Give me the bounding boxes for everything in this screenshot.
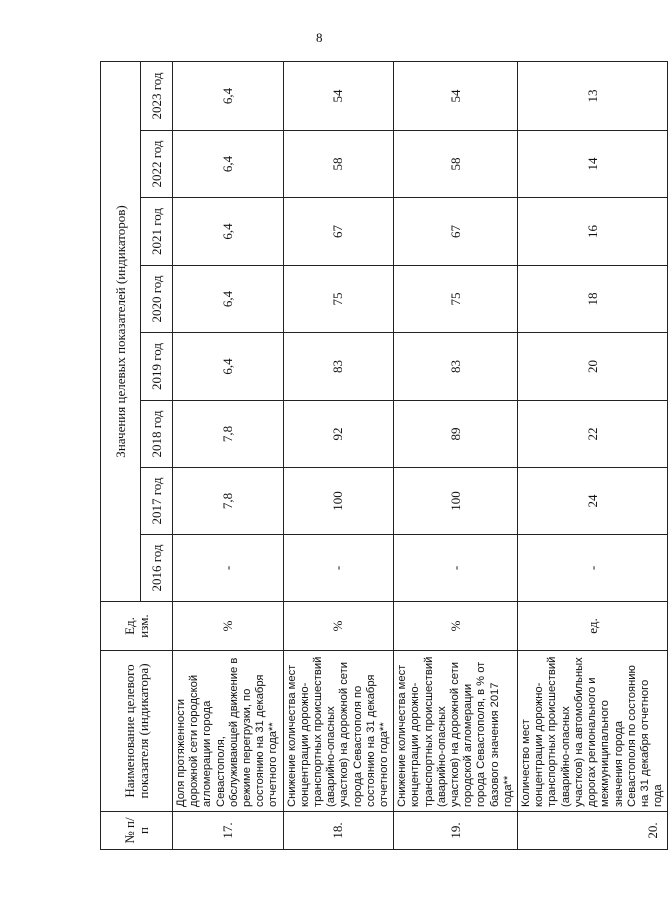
col-header-values-group: Значения целевых показателей (индикаторов)	[101, 61, 141, 601]
value-cell: 54	[283, 61, 394, 130]
year-header: 2023 год	[141, 61, 173, 130]
unit-cell: %	[173, 602, 284, 651]
value-cell: 58	[394, 131, 518, 198]
value-cell: 6,4	[173, 131, 284, 198]
indicator-name: Снижение количества мест концентрации дорожно-транспортных происшествий (аварийно-опасных участков) на дорожной сети города Севастополя по состоянию на 31 декабря отчетного года**	[283, 651, 394, 812]
value-cell: 6,4	[173, 333, 284, 401]
header-row-1	[101, 61, 141, 849]
unit-cell: %	[394, 602, 518, 651]
year-header: 2022 год	[141, 131, 173, 198]
value-cell: 67	[283, 198, 394, 266]
value-cell: 24	[518, 468, 668, 535]
value-cell: 100	[283, 468, 394, 535]
value-cell: 13	[518, 61, 668, 130]
value-cell: 7,8	[173, 401, 284, 468]
value-cell: -	[518, 535, 668, 602]
value-cell: -	[283, 535, 394, 602]
value-cell: 54	[394, 61, 518, 130]
value-cell: 67	[394, 198, 518, 266]
year-header: 2018 год	[141, 401, 173, 468]
value-cell: 92	[283, 401, 394, 468]
indicators-table	[100, 61, 668, 850]
page-number: 8	[316, 30, 323, 45]
unit-cell: ед.	[518, 602, 668, 651]
value-cell: 100	[394, 468, 518, 535]
value-cell: 6,4	[173, 198, 284, 266]
value-cell: 18	[518, 266, 668, 333]
row-number: 20.	[518, 812, 668, 850]
rotated-table-container	[100, 62, 665, 850]
table-row	[283, 61, 394, 849]
value-cell: 83	[283, 333, 394, 401]
row-number: 17.	[173, 812, 284, 850]
year-header: 2019 год	[141, 333, 173, 401]
col-header-name: Наименование целевого показателя (индикатора)	[101, 651, 173, 812]
value-cell: 7,8	[173, 468, 284, 535]
value-cell: 6,4	[173, 266, 284, 333]
table-row	[394, 61, 518, 849]
table-row	[173, 61, 284, 849]
indicator-name: Снижение количества мест концентрации дорожно-транспортных происшествий (аварийно-опасных участков) на дорожной сети городской агломерации города Севастополя, в % от базового значения 2017 года**	[394, 651, 518, 812]
value-cell: 58	[283, 131, 394, 198]
value-cell: -	[394, 535, 518, 602]
year-header: 2016 год	[141, 535, 173, 602]
value-cell: -	[173, 535, 284, 602]
col-header-num: № п/п	[101, 812, 173, 850]
col-header-unit: Ед. изм.	[101, 602, 173, 651]
value-cell: 14	[518, 131, 668, 198]
year-header: 2020 год	[141, 266, 173, 333]
year-header: 2017 год	[141, 468, 173, 535]
value-cell: 16	[518, 198, 668, 266]
value-cell: 75	[283, 266, 394, 333]
indicator-name: Доля протяженности дорожной сети городской агломерации города Севастополя, обслуживающей движение в режиме перегрузки, по состоянию на 31 декабря отчетного года**	[173, 651, 284, 812]
unit-cell: %	[283, 602, 394, 651]
indicator-name: Количество мест концентрации дорожно-транспортных происшествий (аварийно-опасных участков) на автомобильных дорогах регионального и межмуниципального значения города Севастополя по состоянию на 31 декабря отчетного года	[518, 651, 668, 812]
value-cell: 6,4	[173, 61, 284, 130]
value-cell: 89	[394, 401, 518, 468]
year-header: 2021 год	[141, 198, 173, 266]
row-number: 18.	[283, 812, 394, 850]
value-cell: 83	[394, 333, 518, 401]
row-number: 19.	[394, 812, 518, 850]
table-row	[518, 61, 668, 849]
value-cell: 75	[394, 266, 518, 333]
value-cell: 20	[518, 333, 668, 401]
value-cell: 22	[518, 401, 668, 468]
